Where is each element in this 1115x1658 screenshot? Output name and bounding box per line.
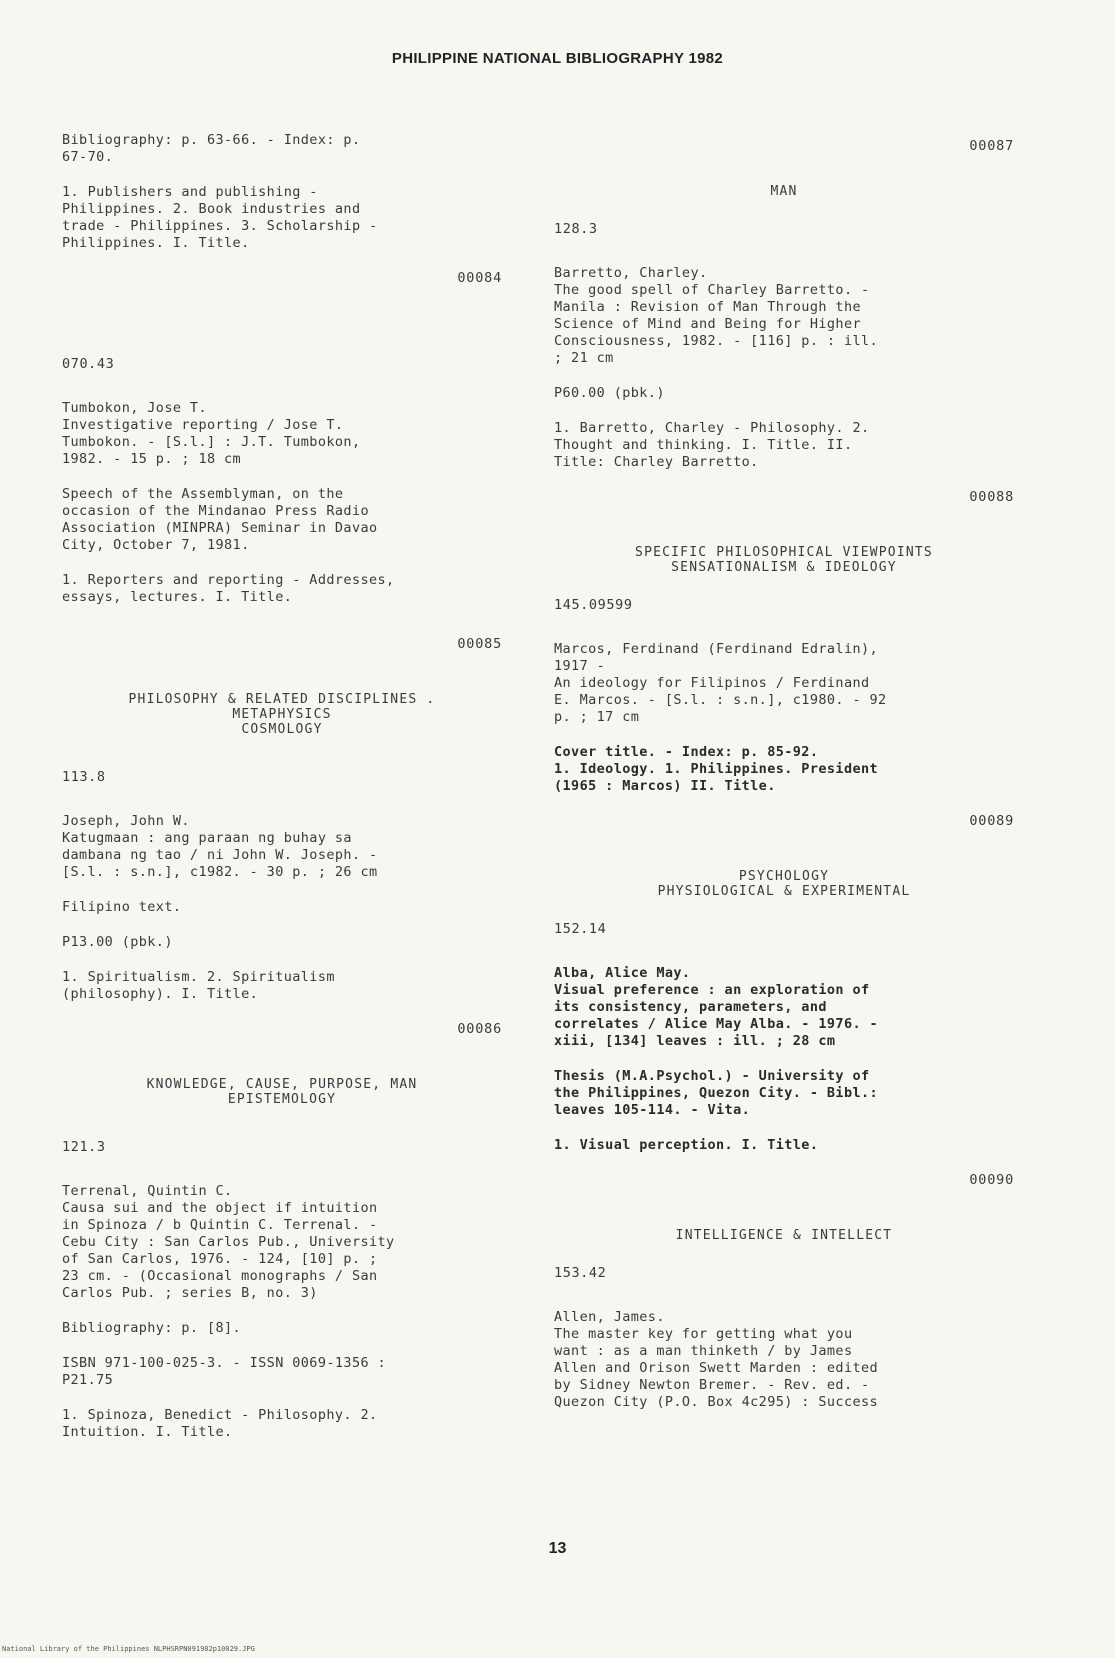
section-heading: PSYCHOLOGY PHYSIOLOGICAL & EXPERIMENTAL xyxy=(657,869,911,899)
entry-note: Thesis (M.A.Psychol.) - University of the Philippines, Quezon City. - Bibl.: leaves 105-114. - Vita. xyxy=(554,1068,879,1118)
entry-note: Filipino text. xyxy=(62,899,182,915)
entry-description: Causa sui and the object if intuition in Spinoza / b Quintin C. Terrenal. - Cebu City : San Carlos Pub., University of San Carlos, 1976. - 124, [10] p. ; 23 cm. - (Occasional monographs / San Carlos Pub. ; series B, no. 3) xyxy=(62,1200,395,1301)
page-number: 13 xyxy=(548,1540,567,1557)
page-title: PHILIPPINE NATIONAL BIBLIOGRAPHY 1982 xyxy=(391,50,724,67)
classification-number: 070.43 xyxy=(62,356,115,372)
entry-number: 00084 xyxy=(457,270,502,286)
scan-credit: National Library of the Philippines NLPHSRPN091982p10029.JPG xyxy=(2,1645,255,1653)
right-column xyxy=(554,138,1014,1429)
entry-description: Investigative reporting / Jose T. Tumbokon. - [S.l.] : J.T. Tumbokon, 1982. - 15 p. ; 18 cm xyxy=(62,417,361,467)
section-heading: MAN xyxy=(770,184,798,199)
entry-price: P13.00 (pbk.) xyxy=(62,934,173,950)
entry-description: The master key for getting what you want : as a man thinketh / by James Allen and Orison Swett Marden : edited by Sidney Newton Bremer. - Rev. ed. - Quezon City (P.O. Box 4c295) : Success xyxy=(554,1326,879,1410)
entry-description: Katugmaan : ang paraan ng buhay sa dambana ng tao / ni John W. Joseph. - [S.l. : s.n.], c1982. - 30 p. ; 26 cm xyxy=(62,830,378,880)
entry-author: Barretto, Charley. xyxy=(554,265,708,281)
classification-number: 152.14 xyxy=(554,921,607,937)
left-column xyxy=(62,132,502,1459)
entry-author: Allen, James. xyxy=(554,1309,665,1325)
entry-number: 00085 xyxy=(457,636,502,652)
section-heading: INTELLIGENCE & INTELLECT xyxy=(675,1228,893,1243)
classification-number: 153.42 xyxy=(554,1265,607,1281)
entry-note: Speech of the Assemblyman, on the occasion of the Mindanao Press Radio Association (MINPRA) Seminar in Davao City, October 7, 1981. xyxy=(62,486,378,553)
subject-headings: 1. Barretto, Charley - Philosophy. 2. Thought and thinking. I. Title. II. Title: Charley Barretto. xyxy=(554,420,870,470)
entry-number: 00090 xyxy=(969,1172,1014,1188)
entry-number: 00086 xyxy=(457,1021,502,1037)
entry-description: An ideology for Filipinos / Ferdinand E. Marcos. - [S.l. : s.n.], c1980. - 92 p. ; 17 cm xyxy=(554,675,887,725)
classification-number: 121.3 xyxy=(62,1139,106,1155)
section-heading: PHILOSOPHY & RELATED DISCIPLINES . METAPHYSICS COSMOLOGY xyxy=(128,692,436,737)
classification-number: 128.3 xyxy=(554,221,598,237)
entry-author: Terrenal, Quintin C. xyxy=(62,1183,233,1199)
entry-price: P60.00 (pbk.) xyxy=(554,385,665,401)
entry-author: Marcos, Ferdinand (Ferdinand Edralin), 1917 - xyxy=(554,641,879,674)
classification-number: 145.09599 xyxy=(554,597,633,613)
subject-headings: 1. Visual perception. I. Title. xyxy=(554,1137,819,1153)
entry-author: Alba, Alice May. xyxy=(554,965,691,981)
entry-description: Visual preference : an exploration of its consistency, parameters, and correlates / Alice May Alba. - 1976. - xiii, [134] leaves : ill. ; 28 cm xyxy=(554,982,879,1049)
bibliography-note: Bibliography: p. 63-66. - Index: p. 67-70. xyxy=(62,132,361,165)
section-heading: KNOWLEDGE, CAUSE, PURPOSE, MAN EPISTEMOLOGY xyxy=(146,1077,418,1107)
entry-description: The good spell of Charley Barretto. - Manila : Revision of Man Through the Science of Mind and Being for Higher Consciousness, 1982. - [116] p. : ill. ; 21 cm xyxy=(554,282,879,366)
subject-headings: 1. Spiritualism. 2. Spiritualism (philosophy). I. Title. xyxy=(62,969,335,1002)
subject-headings: 1. Spinoza, Benedict - Philosophy. 2. Intuition. I. Title. xyxy=(62,1407,378,1440)
isbn-note: ISBN 971-100-025-3. - ISSN 0069-1356 : P21.75 xyxy=(62,1355,387,1388)
subject-headings: 1. Reporters and reporting - Addresses, essays, lectures. I. Title. xyxy=(62,572,395,605)
classification-number: 113.8 xyxy=(62,769,106,785)
entry-number: 00088 xyxy=(969,489,1014,505)
subject-headings: 1. Publishers and publishing - Philippines. 2. Book industries and trade - Philippines. 3. Scholarship - Philippines. I. Title. xyxy=(62,184,378,251)
entry-number: 00087 xyxy=(969,138,1014,154)
entry-author: Joseph, John W. xyxy=(62,813,190,829)
bibliography-note: Bibliography: p. [8]. xyxy=(62,1320,242,1336)
entry-note: Cover title. - Index: p. 85-92. 1. Ideology. 1. Philippines. President (1965 : Marcos) II. Title. xyxy=(554,744,879,794)
entry-number: 00089 xyxy=(969,813,1014,829)
entry-author: Tumbokon, Jose T. xyxy=(62,400,207,416)
section-heading: SPECIFIC PHILOSOPHICAL VIEWPOINTS SENSATIONALISM & IDEOLOGY xyxy=(635,545,933,575)
